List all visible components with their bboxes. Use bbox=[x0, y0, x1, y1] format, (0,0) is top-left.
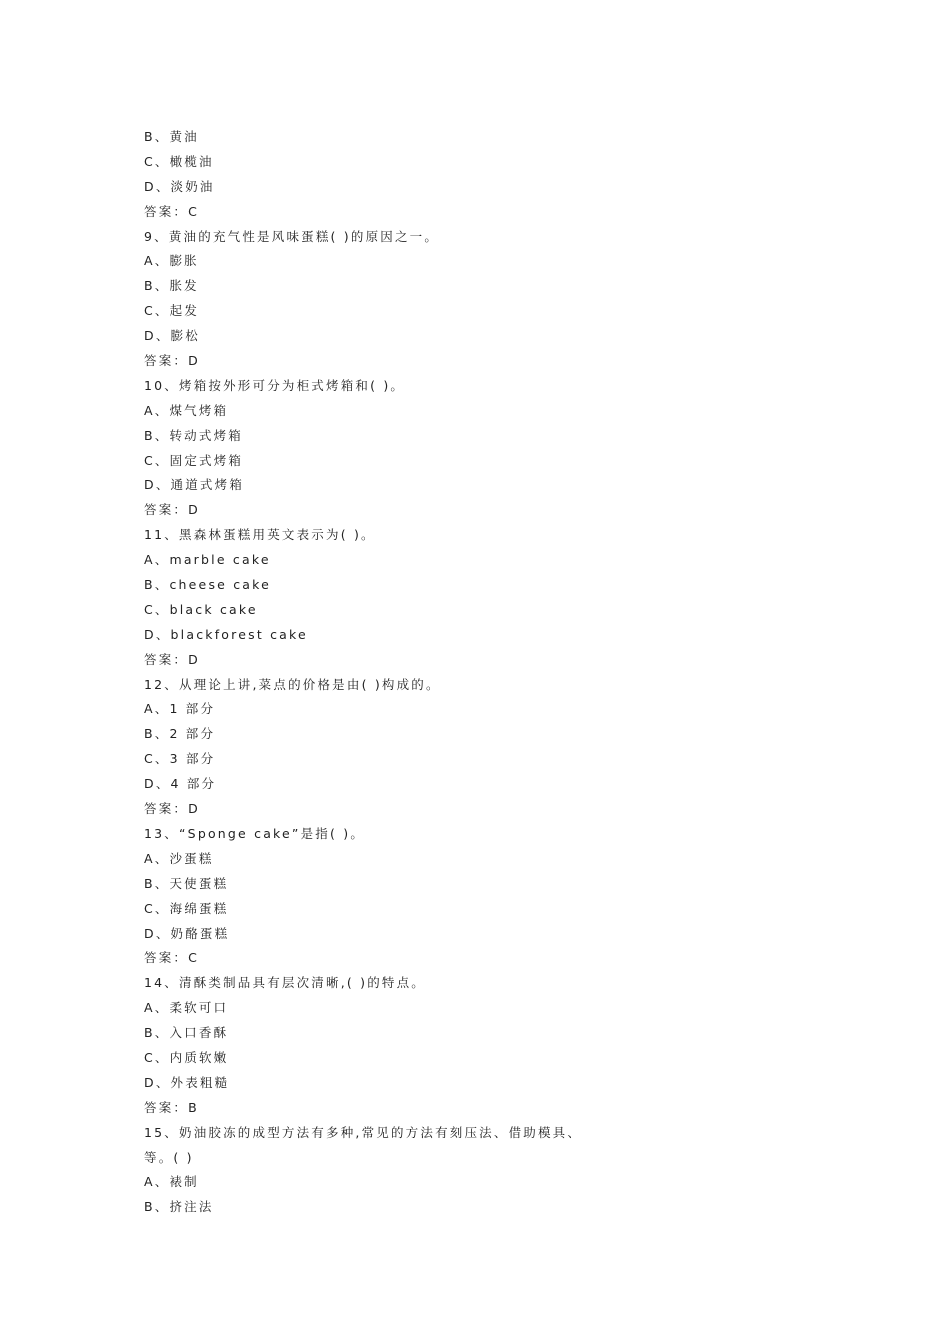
question-line-continued: 等。( ) bbox=[144, 1149, 194, 1165]
answer-line: 答案：D bbox=[144, 502, 200, 518]
option-line: B、天使蛋糕 bbox=[144, 875, 229, 891]
option-line: D、奶酪蛋糕 bbox=[144, 925, 230, 941]
question-line: 14、清酥类制品具有层次清晰,( )的特点。 bbox=[144, 975, 427, 991]
option-line: C、内质软嫩 bbox=[144, 1049, 229, 1065]
option-line: D、通道式烤箱 bbox=[144, 477, 245, 493]
option-line: C、固定式烤箱 bbox=[144, 452, 244, 468]
answer-line: 答案：D bbox=[144, 801, 200, 817]
option-line: B、挤注法 bbox=[144, 1199, 214, 1215]
option-line: D、淡奶油 bbox=[144, 178, 215, 194]
option-line: D、4 部分 bbox=[144, 776, 217, 792]
option-line: A、柔软可口 bbox=[144, 1000, 229, 1016]
option-line: C、black cake bbox=[144, 601, 258, 617]
option-line: B、胀发 bbox=[144, 278, 199, 294]
answer-line: 答案：C bbox=[144, 203, 200, 219]
question-line: 10、烤箱按外形可分为柜式烤箱和( )。 bbox=[144, 377, 406, 393]
option-line: C、橄榄油 bbox=[144, 153, 214, 169]
option-line: D、膨松 bbox=[144, 328, 200, 344]
option-line: A、marble cake bbox=[144, 552, 271, 568]
option-line: B、转动式烤箱 bbox=[144, 427, 243, 443]
option-line: B、2 部分 bbox=[144, 726, 216, 742]
question-line: 11、黑森林蛋糕用英文表示为( )。 bbox=[144, 527, 376, 543]
question-list bbox=[144, 125, 844, 1220]
answer-line: 答案：D bbox=[144, 651, 200, 667]
answer-line: 答案：D bbox=[144, 353, 200, 369]
option-line: A、煤气烤箱 bbox=[144, 402, 229, 418]
question-line: 13、“Sponge cake”是指( )。 bbox=[144, 825, 366, 841]
option-line: C、海绵蛋糕 bbox=[144, 900, 229, 916]
question-line: 12、从理论上讲,菜点的价格是由( )构成的。 bbox=[144, 676, 441, 692]
option-line: C、3 部分 bbox=[144, 751, 216, 767]
answer-line: 答案：C bbox=[144, 950, 200, 966]
option-line: A、沙蛋糕 bbox=[144, 850, 214, 866]
option-line: A、膨胀 bbox=[144, 253, 199, 269]
option-line: A、裱制 bbox=[144, 1174, 199, 1190]
option-line: D、外表粗糙 bbox=[144, 1074, 230, 1090]
option-line: C、起发 bbox=[144, 303, 200, 319]
option-line: B、入口香酥 bbox=[144, 1025, 229, 1041]
option-line: D、blackforest cake bbox=[144, 626, 308, 642]
question-line: 15、奶油胶冻的成型方法有多种,常见的方法有刻压法、借助模具、 bbox=[144, 1124, 583, 1140]
option-line: B、cheese cake bbox=[144, 577, 272, 593]
answer-line: 答案：B bbox=[144, 1099, 199, 1115]
option-line: A、1 部分 bbox=[144, 701, 216, 717]
option-line: B、黄油 bbox=[144, 129, 199, 144]
question-line: 9、黄油的充气性是风味蛋糕( )的原因之一。 bbox=[144, 228, 440, 244]
